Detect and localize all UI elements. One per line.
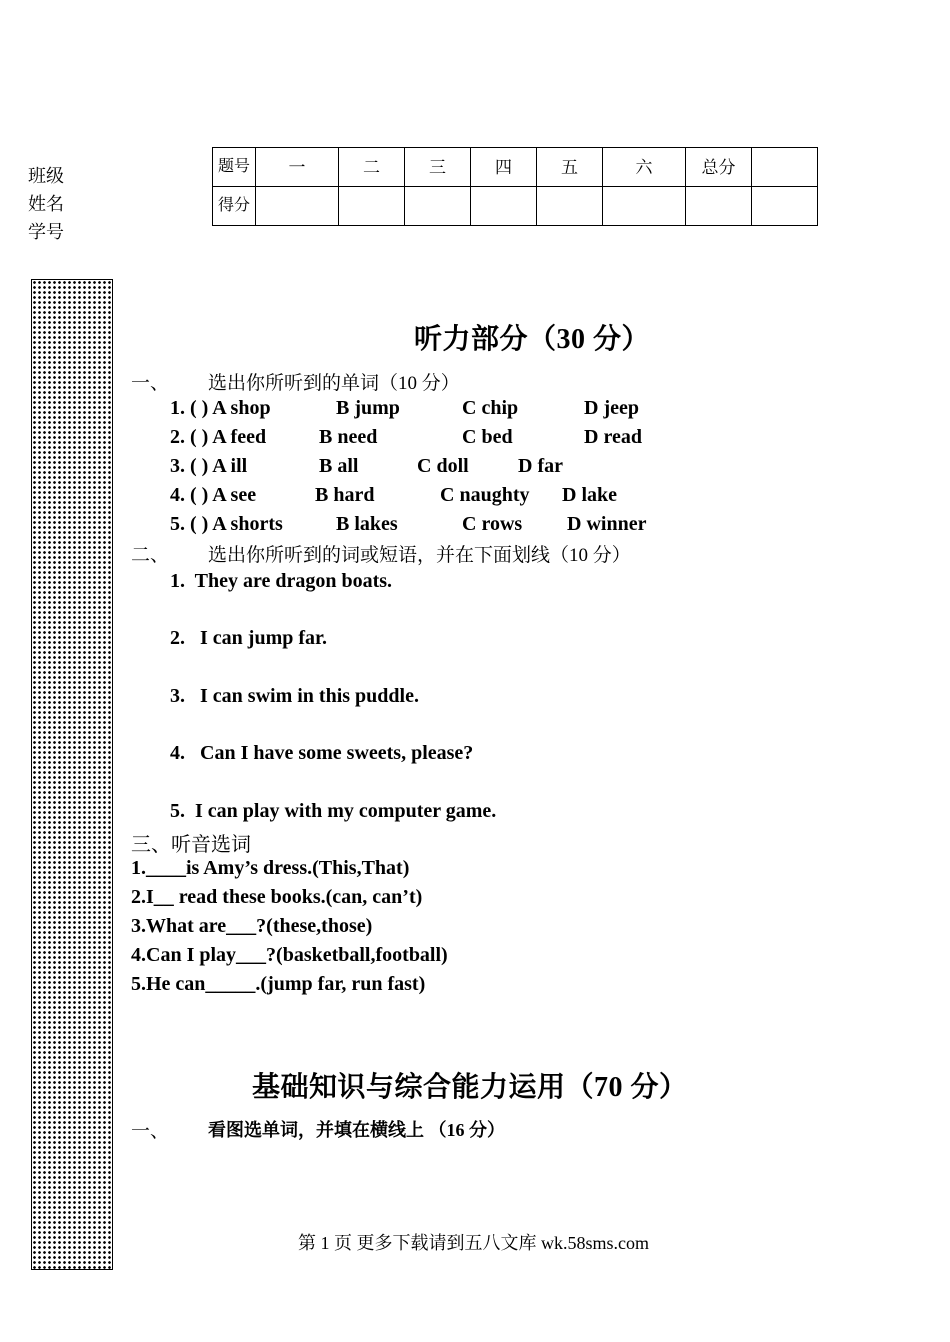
item-4-option-d: D lake (562, 484, 617, 506)
sentence-item: 3. I can swim in this puddle. (170, 685, 419, 707)
score-cell[interactable] (405, 187, 471, 226)
item-5-option-a: 5. ( ) A shorts (170, 513, 283, 535)
header-cell: 一 (256, 148, 339, 187)
item-2-option-c: C bed (462, 426, 513, 448)
question-number-header: 题号 (213, 148, 256, 187)
sentence-item: 5. I can play with my computer game. (170, 800, 497, 822)
score-cell[interactable] (256, 187, 339, 226)
section2-heading: 选出你所听到的词或短语，并在下面划线（10 分） (208, 545, 631, 566)
item-5-option-d: D winner (567, 513, 647, 535)
item-3-option-b: B all (319, 455, 359, 477)
sentence-item: 4. Can I have some sweets, please? (170, 742, 474, 764)
score-cell[interactable] (339, 187, 405, 226)
section1-heading: 选出你所听到的单词（10 分） (208, 373, 460, 394)
section2-number: 二、 (131, 545, 170, 566)
item-1-option-c: C chip (462, 397, 519, 419)
fill-blank-item: 5.He can_____.(jump far, run fast) (131, 973, 426, 995)
score-cell[interactable] (603, 187, 686, 226)
basics-title: 基础知识与综合能力运用（70 分） (252, 1072, 688, 1103)
score-row-label: 得分 (213, 187, 256, 226)
score-cell[interactable] (686, 187, 752, 226)
score-cell[interactable] (471, 187, 537, 226)
page-footer: 第 1 页 更多下载请到五八文库 wk.58sms.com (298, 1233, 649, 1253)
item-1-option-a: 1. ( ) A shop (170, 397, 271, 419)
header-cell: 三 (405, 148, 471, 187)
fill-blank-item: 1.____is Amy’s dress.(This,That) (131, 857, 410, 879)
sentence-item: 1. They are dragon boats. (170, 570, 393, 592)
header-cell (752, 148, 818, 187)
section3-heading: 三、听音选词 (131, 834, 251, 856)
item-1-option-d: D jeep (584, 397, 639, 419)
class-label: 班级 (28, 166, 64, 186)
fill-blank-item: 2.I__ read these books.(can, can’t) (131, 886, 423, 908)
item-1-option-b: B jump (336, 397, 400, 419)
item-4-option-b: B hard (315, 484, 375, 506)
score-cell[interactable] (752, 187, 818, 226)
basics-section1-number: 一、 (131, 1121, 170, 1142)
item-4-option-a: 4. ( ) A see (170, 484, 257, 506)
item-4-option-c: C naughty (440, 484, 530, 506)
basics-section1-heading: 看图选单词，并填在横线上 （16 分） (208, 1120, 505, 1140)
score-cell[interactable] (537, 187, 603, 226)
score-table-header-row (213, 148, 818, 187)
header-cell: 二 (339, 148, 405, 187)
item-2-option-a: 2. ( ) A feed (170, 426, 267, 448)
dotted-side-bar (31, 279, 113, 1270)
header-cell: 五 (537, 148, 603, 187)
section1-number: 一、 (131, 373, 170, 394)
fill-blank-item: 4.Can I play___?(basketball,football) (131, 944, 448, 966)
student-info (28, 162, 64, 246)
id-label: 学号 (28, 222, 64, 242)
item-5-option-b: B lakes (336, 513, 398, 535)
item-3-option-a: 3. ( ) A ill (170, 455, 248, 477)
item-2-option-b: B need (319, 426, 378, 448)
item-3-option-c: C doll (417, 455, 469, 477)
item-2-option-d: D read (584, 426, 642, 448)
header-cell: 总分 (686, 148, 752, 187)
item-3-option-d: D far (518, 455, 563, 477)
score-table-score-row (213, 187, 818, 226)
header-cell: 四 (471, 148, 537, 187)
fill-blank-item: 3.What are___?(these,those) (131, 915, 373, 937)
sentence-item: 2. I can jump far. (170, 627, 328, 649)
score-table (212, 147, 818, 226)
header-cell: 六 (603, 148, 686, 187)
item-5-option-c: C rows (462, 513, 523, 535)
listening-title: 听力部分（30 分） (414, 324, 651, 355)
name-label: 姓名 (28, 194, 64, 214)
